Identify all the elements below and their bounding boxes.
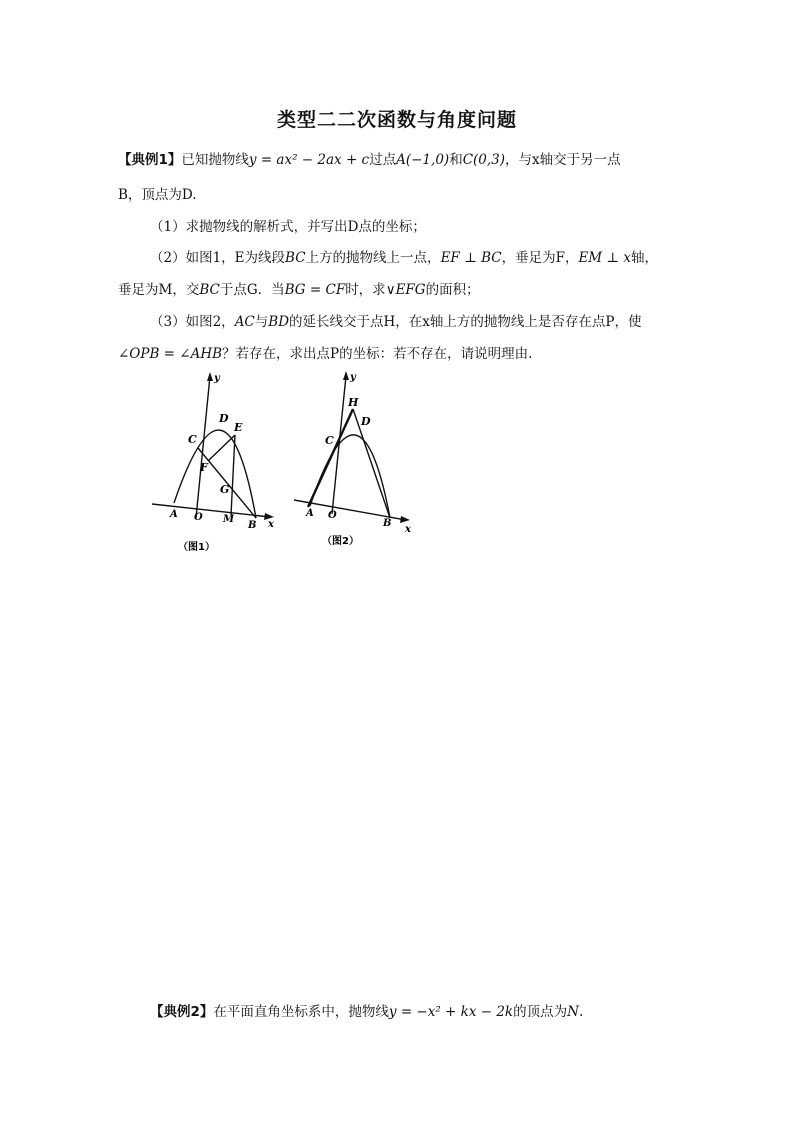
figure-2-caption: （图2） — [322, 536, 359, 547]
segment-em — [231, 435, 235, 515]
text: 轴， — [631, 250, 659, 266]
label-c: C — [188, 433, 197, 446]
label-d: D — [219, 412, 229, 425]
label-m: M — [223, 514, 235, 525]
triangle-efg: ∨EFG — [385, 282, 426, 298]
text: 垂足为M，交 — [118, 282, 200, 298]
ef-perp-bc: EF ⊥ BC — [440, 250, 502, 266]
y-axis-arrow — [343, 371, 349, 380]
text: 上方的抛物线上一点， — [305, 250, 441, 266]
y-axis-arrow — [207, 372, 213, 381]
text: ，与x轴交于另一点 — [505, 152, 621, 168]
bg-equals-cf: BG = CF — [284, 282, 346, 298]
em-perp-x: EM ⊥ x — [578, 250, 632, 266]
parabola-equation-2: y = −x² + kx − 2k — [388, 1004, 514, 1020]
segment-ah — [308, 409, 353, 507]
figure-1-caption: （图1） — [178, 542, 215, 553]
label-h: H — [348, 396, 359, 409]
label-c: C — [325, 434, 334, 447]
text: 的延长线交于点H，在x轴上方的抛物线上是否存在点P，使 — [289, 314, 642, 330]
point-c: C(0,3) — [462, 152, 506, 168]
segment-ac: AC — [234, 314, 255, 330]
label-y: y — [350, 372, 356, 383]
y-axis — [332, 376, 346, 514]
label-b: B — [383, 518, 392, 529]
example2-line — [150, 1002, 720, 1022]
text: ，垂足为F， — [501, 250, 579, 266]
question-3-line1 — [150, 312, 720, 332]
parabola-equation: y = ax² − 2ax + c — [248, 152, 370, 168]
text: （2）如图1，E为线段 — [150, 250, 286, 266]
x-axis-arrow — [400, 516, 410, 523]
label-g: G — [220, 483, 230, 496]
label-d: D — [361, 415, 371, 428]
text: 的面积； — [425, 282, 480, 298]
label-o: O — [328, 510, 337, 521]
question-3-line2 — [118, 344, 688, 364]
text: 过点 — [369, 152, 397, 168]
label-x: x — [405, 524, 411, 535]
parabola — [174, 430, 256, 518]
text: ？若存在，求出点P的坐标：若不存在，请说明理由. — [222, 346, 533, 362]
vertex-n: N — [567, 1004, 579, 1020]
segment-bd: BD — [268, 314, 290, 330]
text: （3）如图2， — [150, 314, 235, 330]
label-b: B — [248, 520, 257, 531]
question-1: （1）求抛物线的解析式，并写出D点的坐标； — [150, 219, 426, 235]
segment-bc: BC — [199, 282, 220, 298]
label-o: O — [194, 512, 203, 523]
text: 与 — [254, 314, 269, 330]
figure-2 — [290, 366, 420, 551]
example1-line2: B，顶点为D. — [118, 187, 197, 203]
example1-line1 — [118, 150, 688, 170]
text: 的顶点为 — [513, 1004, 568, 1020]
page-title: 类型二二次函数与角度问题 — [276, 109, 517, 131]
label-a: A — [306, 508, 314, 519]
text: 于点G．当 — [219, 282, 285, 298]
label-a: A — [170, 509, 178, 520]
segment-bc: BC — [285, 250, 306, 266]
label-f: F — [200, 461, 208, 474]
example2-label: 【典例2】 — [150, 1004, 214, 1020]
label-e: E — [234, 421, 243, 434]
text: 和 — [449, 152, 463, 168]
text: 在平面直角坐标系中，抛物线 — [213, 1004, 389, 1020]
segment-ef — [208, 435, 235, 461]
label-y: y — [214, 373, 220, 384]
figure-1 — [148, 370, 288, 555]
text: . — [578, 1004, 584, 1020]
point-a: A(−1,0) — [396, 152, 450, 168]
text: 时，求 — [345, 282, 386, 298]
text: 已知抛物线 — [181, 152, 249, 168]
angle-equation: ∠OPB = ∠AHB — [118, 346, 223, 362]
example1-label: 【典例1】 — [118, 152, 182, 168]
question-2-line2 — [118, 280, 688, 300]
segment-hb — [353, 409, 390, 518]
question-2-line1 — [150, 248, 720, 268]
label-x: x — [268, 519, 274, 530]
